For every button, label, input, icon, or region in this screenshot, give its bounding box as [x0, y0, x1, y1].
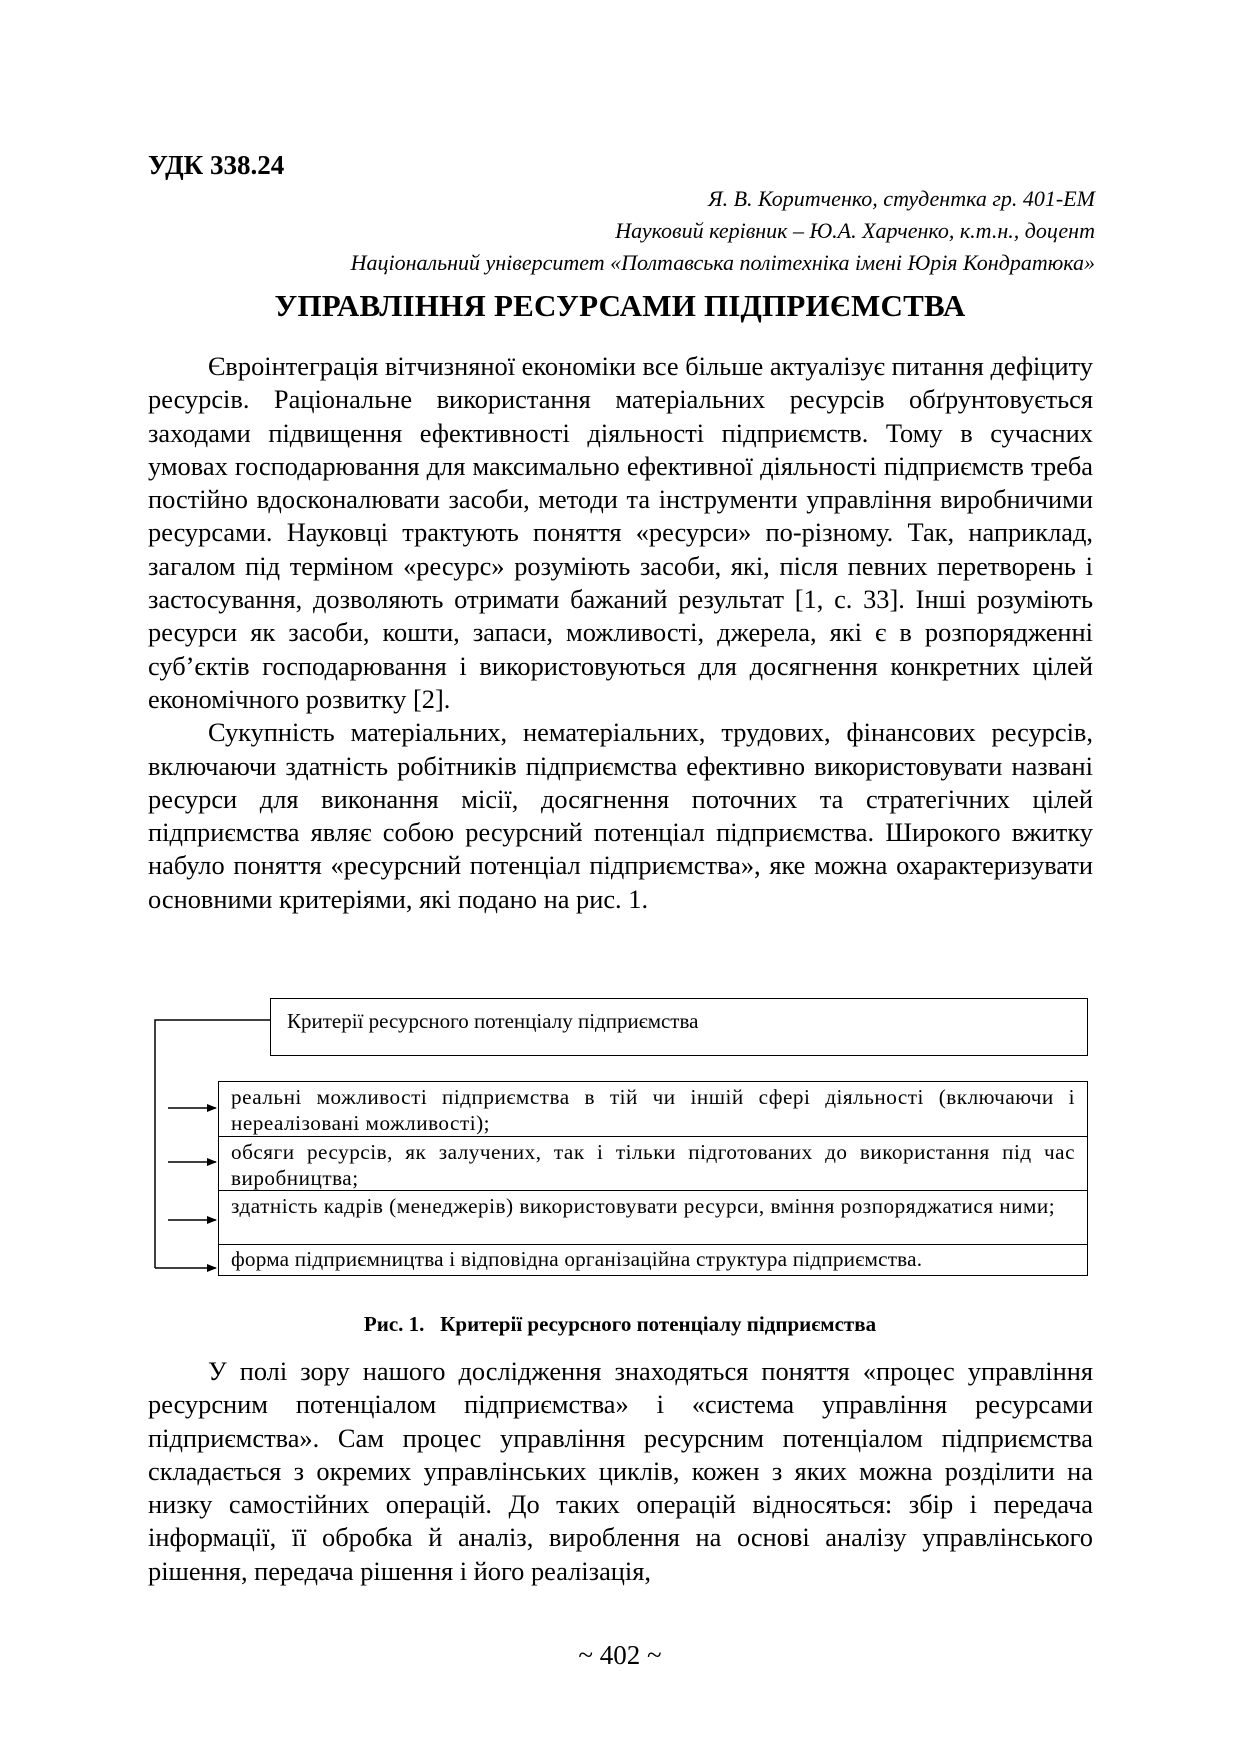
criteria-header-box: Критерії ресурсного потенціалу підприємства [270, 998, 1088, 1056]
paragraph: Сукупність матеріальних, нематеріальних, трудових, фінансових ресурсів, включаючи здатність робітників підприємства ефективно використовувати названі ресурси для виконання місії, досягнення поточних та стратегічних цілей підприємства являє собою ресурсний потенціал підприємства. Широкого вжитку набуло поняття «ресурсний потенціал підприємства», яке можна охарактеризувати основними критеріями, які подано на рис. 1. [148, 717, 1093, 914]
body-text-continued [148, 1355, 1093, 1588]
paragraph: Євроінтеграція вітчизняної економіки все більше актуалізує питання дефіциту ресурсів. Раціональне використання матеріальних ресурсів обґрунтовується заходами підвищення ефективності діяльності підприємств. Тому в сучасних умовах господарювання для максимально ефективної діяльності підприємств треба постійно вдосконалювати засоби, методи та інструменти управління виробничими ресурсами. Науковці трактують поняття «ресурси» по-різному. Так, наприклад, загалом під терміном «ресурс» розуміють засоби, які, після певних перетворень і застосування, дозволяють отримати бажаний результат [1, с. 33]. Інші розуміють ресурси як засоби, кошти, запаси, можливості, джерела, які є в розпорядженні суб’єктів господарювання і використовуються для досягнення конкретних цілей економічного розвитку [2]. [148, 351, 1093, 714]
author-line: Я. В. Коритченко, студентка гр. 401-ЕМ [708, 186, 1095, 211]
supervisor-line: Науковий керівник – Ю.А. Харченко, к.т.н., доцент [615, 218, 1095, 243]
article-title: УПРАВЛІННЯ РЕСУРСАМИ ПІДПРИЄМСТВА [274, 288, 966, 323]
criteria-item: здатність кадрів (менеджерів) використовувати ресурси, вміння розпоряджатися ними; [219, 1190, 1087, 1244]
page-number: ~ 402 ~ [578, 1640, 662, 1670]
criteria-item: форма підприємництва і відповідна організаційна структура підприємства. [219, 1244, 1087, 1275]
criteria-item: обсяги ресурсів, як залучених, так і тільки підготованих до використання під час виробництва; [219, 1136, 1087, 1190]
university-line: Національний університет «Полтавська політехніка імені Юрія Кондратюка» [350, 250, 1095, 275]
paragraph: У полі зору нашого дослідження знаходяться поняття «процес управління ресурсним потенціалом підприємства» і «система управління ресурсами підприємства». Сам процес управління ресурсним потенціалом підприємства складається з окремих управлінських циклів, кожен з яких можна розділити на низку самостійних операцій. До таких операцій відносяться: збір і передача інформації, її обробка й аналіз, вироблення на основі аналізу управлінського рішення, передача рішення і його реалізація, [148, 1356, 1093, 1586]
udk-code: УДК 338.24 [148, 150, 285, 180]
criteria-list [218, 1081, 1088, 1276]
criteria-item: реальні можливості підприємства в тій чи іншій сфері діяльності (включаючи і нереалізовані можливості); [231, 1085, 1075, 1135]
figure-caption: Рис. 1. Критерії ресурсного потенціалу підприємства [363, 1312, 877, 1336]
